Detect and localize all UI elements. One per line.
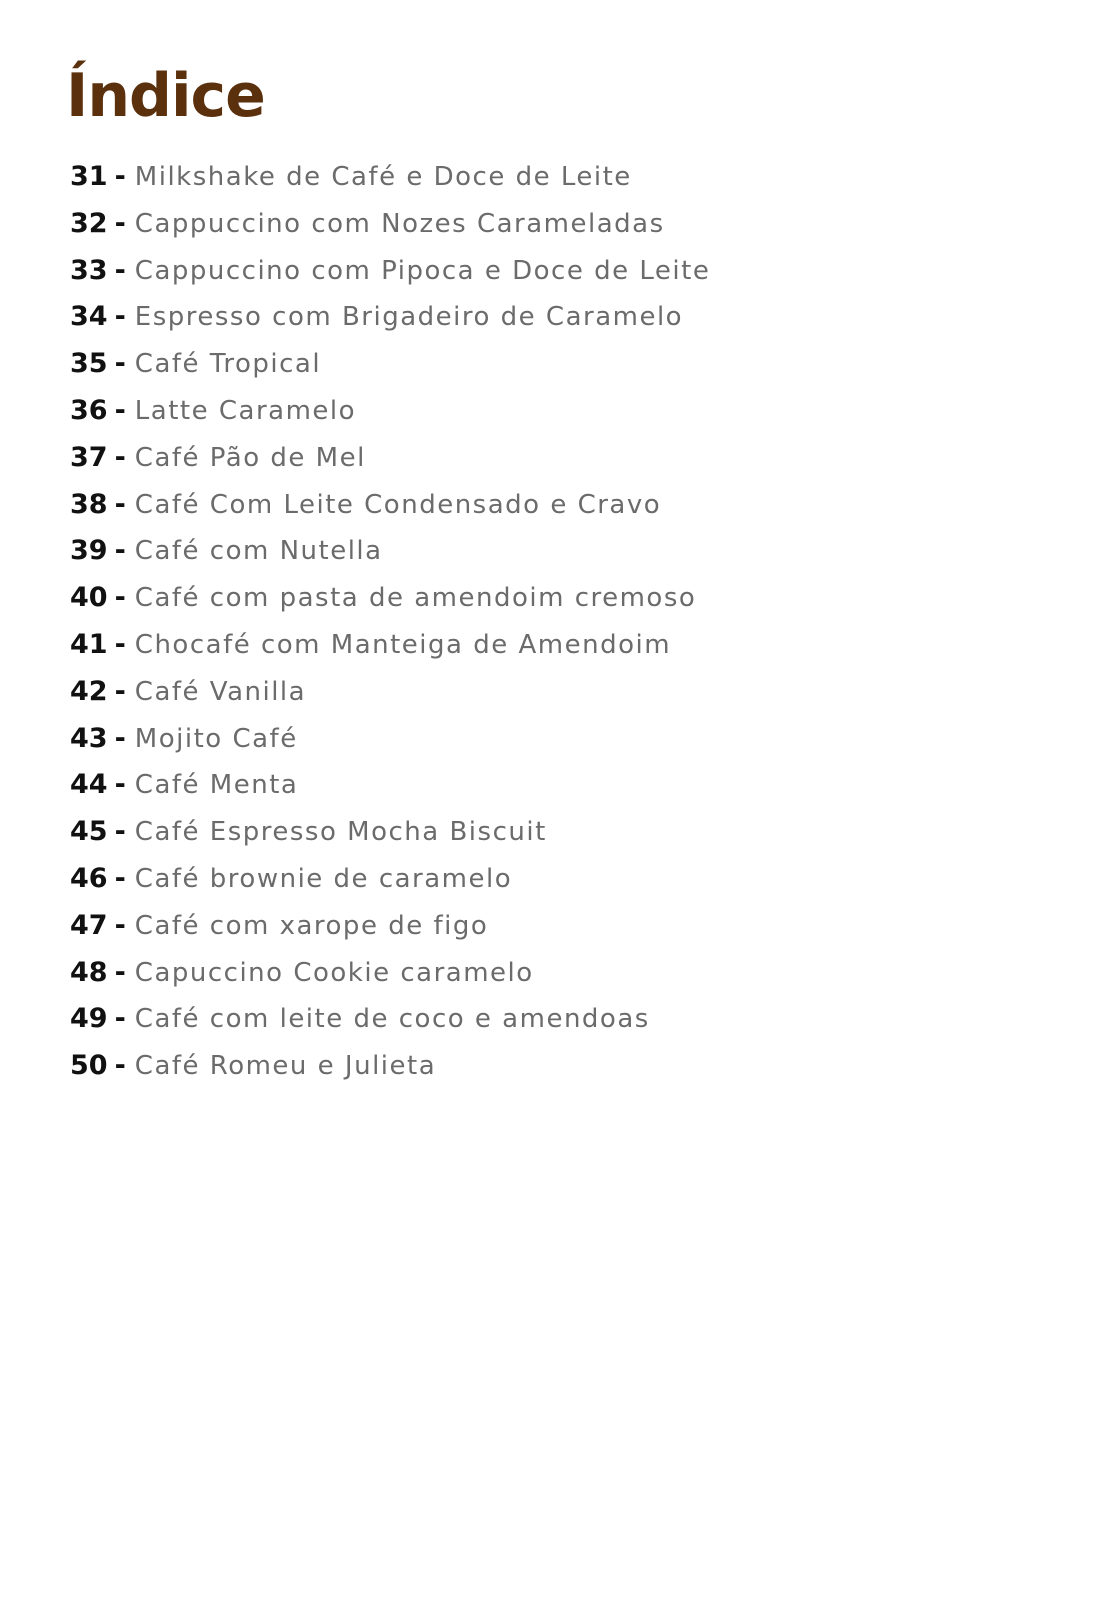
- toc-entry-label: Café Romeu e Julieta: [134, 1051, 437, 1082]
- toc-entry-number: 42: [70, 675, 108, 707]
- toc-entry-separator: -: [114, 161, 126, 192]
- toc-entry-separator: -: [114, 722, 126, 754]
- toc-entry-number: 39: [70, 535, 108, 567]
- toc-entry-label: Cappuccino com Nozes Carameladas: [134, 208, 665, 239]
- toc-entry-separator: -: [114, 816, 126, 848]
- toc-entry-label: Café Vanilla: [134, 676, 307, 707]
- toc-entry-number: 32: [70, 207, 108, 239]
- toc-entry: [70, 996, 710, 1043]
- toc-entry-separator: -: [114, 628, 126, 660]
- toc-entry-number: 34: [70, 301, 108, 333]
- toc-entry-separator: -: [114, 956, 126, 988]
- toc-entry-label: Café Menta: [134, 770, 299, 801]
- toc-entry-number: 41: [70, 628, 108, 660]
- toc-entry-number: 37: [70, 441, 108, 473]
- toc-entry-separator: -: [114, 348, 126, 380]
- toc-entry-separator: -: [114, 862, 126, 894]
- table-of-contents: [70, 154, 710, 1090]
- toc-entry: [70, 294, 710, 341]
- toc-entry-label: Capuccino Cookie caramelo: [134, 957, 534, 988]
- toc-entry-label: Milkshake de Café e Doce de Leite: [134, 162, 632, 192]
- toc-entry-separator: -: [114, 909, 126, 941]
- toc-entry: [70, 528, 710, 575]
- toc-entry-label: Café Tropical: [134, 349, 322, 380]
- toc-entry-label: Espresso com Brigadeiro de Caramelo: [134, 302, 684, 333]
- toc-entry-label: Café com leite de coco e amendoas: [134, 1004, 650, 1035]
- toc-entry-separator: -: [114, 769, 126, 801]
- toc-entry-number: 35: [70, 348, 108, 380]
- toc-entry-number: 46: [70, 862, 108, 894]
- toc-entry-separator: -: [114, 441, 126, 473]
- toc-entry: [70, 856, 710, 903]
- toc-entry-separator: -: [114, 394, 126, 426]
- toc-entry-label: Café Espresso Mocha Biscuit: [134, 817, 547, 848]
- toc-entry-label: Café Com Leite Condensado e Cravo: [134, 489, 662, 520]
- toc-entry: [70, 388, 710, 435]
- toc-entry-label: Café com pasta de amendoim cremoso: [134, 583, 697, 614]
- toc-entry-number: 40: [70, 582, 108, 614]
- toc-entry-separator: -: [114, 254, 126, 286]
- toc-entry-separator: -: [114, 675, 126, 707]
- toc-entry: [70, 341, 710, 388]
- toc-entry: [70, 809, 710, 856]
- toc-entry-label: Mojito Café: [134, 723, 298, 754]
- toc-entry: [70, 1043, 710, 1090]
- page-title: Índice: [66, 61, 265, 131]
- toc-entry-separator: -: [114, 301, 126, 333]
- toc-entry-number: 44: [70, 769, 108, 801]
- toc-entry-number: 43: [70, 722, 108, 754]
- toc-entry-number: 36: [70, 394, 108, 426]
- toc-entry: [70, 950, 710, 997]
- toc-entry-number: 48: [70, 956, 108, 988]
- toc-entry-label: Café com Nutella: [134, 536, 383, 567]
- toc-entry-label: Chocafé com Manteiga de Amendoim: [134, 629, 672, 660]
- toc-entry-number: 49: [70, 1003, 108, 1035]
- toc-entry-number: 50: [70, 1050, 108, 1082]
- toc-entry-number: 47: [70, 909, 108, 941]
- toc-entry-separator: -: [114, 1003, 126, 1035]
- toc-entry: [70, 669, 710, 716]
- toc-entry-separator: -: [114, 488, 126, 520]
- toc-entry-separator: -: [114, 535, 126, 567]
- toc-entry-number: 31: [70, 161, 108, 192]
- toc-entry: [70, 762, 710, 809]
- toc-entry-separator: -: [114, 207, 126, 239]
- toc-entry-label: Latte Caramelo: [134, 395, 357, 426]
- toc-entry: [70, 903, 710, 950]
- toc-entry: [70, 435, 710, 482]
- toc-entry: [70, 154, 710, 201]
- toc-entry-label: Café com xarope de figo: [134, 910, 489, 941]
- toc-entry-number: 38: [70, 488, 108, 520]
- toc-entry-number: 45: [70, 816, 108, 848]
- toc-entry-separator: -: [114, 582, 126, 614]
- toc-entry-label: Café Pão de Mel: [134, 442, 366, 473]
- toc-entry: [70, 482, 710, 529]
- toc-entry-number: 33: [70, 254, 108, 286]
- toc-entry: [70, 622, 710, 669]
- toc-entry: [70, 201, 710, 248]
- toc-entry-label: Café brownie de caramelo: [134, 863, 513, 894]
- toc-entry: [70, 716, 710, 763]
- toc-entry: [70, 575, 710, 622]
- toc-entry-label: Cappuccino com Pipoca e Doce de Leite: [134, 255, 711, 286]
- toc-entry-separator: -: [114, 1050, 126, 1082]
- toc-entry: [70, 248, 710, 295]
